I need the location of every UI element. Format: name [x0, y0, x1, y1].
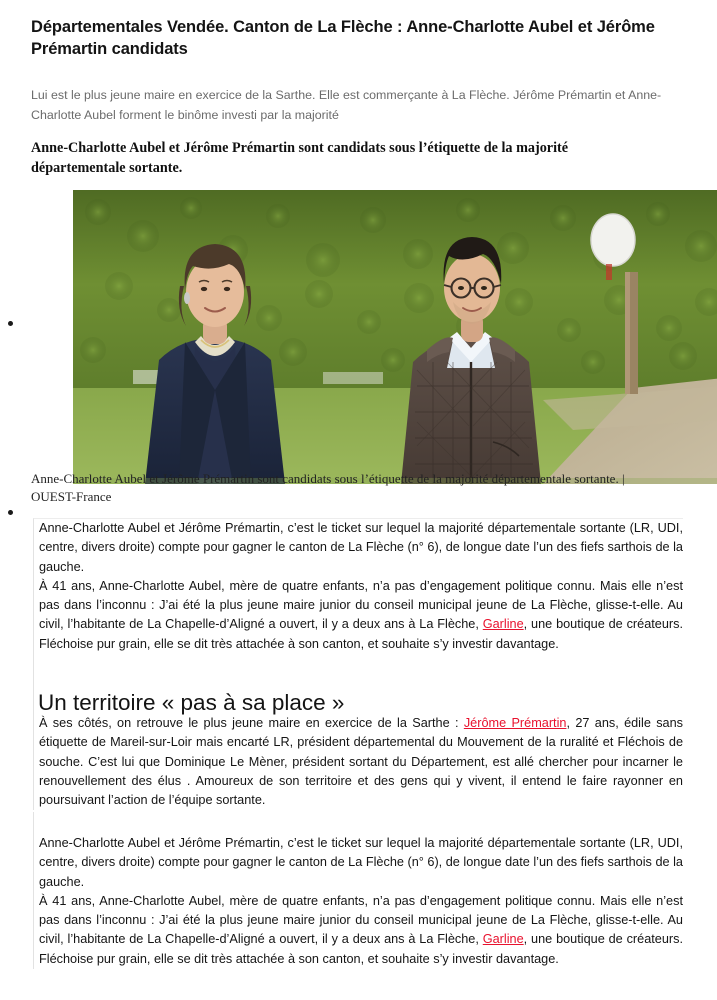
article-lead-paragraph: Anne-Charlotte Aubel et Jérôme Prémartin sont candidats sous l’étiquette de la majorité départementale sortante. — [31, 140, 569, 177]
body-paragraph — [39, 714, 683, 810]
article-body-block-3 — [33, 834, 683, 969]
body-paragraph-text-cont: , une boutique de créateurs. Fléchoise pur grain, elle se dit très attachée à son canton, et souhaite s’y investir davantage. — [39, 617, 684, 651]
photo-caption-text: Anne-Charlotte Aubel et Jérôme Prémartin sont candidats sous l’étiquette de la majorité départementale sortante. — [31, 471, 619, 486]
article-photo — [73, 190, 717, 484]
photo-caption-separator: | — [618, 471, 625, 486]
article-body-block-2 — [33, 714, 683, 810]
list-bullet-marker — [8, 510, 13, 515]
photo-image — [73, 190, 717, 484]
photo-credit: OUEST-France — [31, 488, 112, 504]
body-paragraph: Anne-Charlotte Aubel et Jérôme Prémartin, c’est le ticket sur lequel la majorité départementale sortante (LR, UDI, centre, divers droite) compte pour gagner le canton de La Flèche (n° 6), de longue date l’un des fiefs sarthois de la gauche. — [39, 836, 683, 889]
body-paragraph-text: À 41 ans, Anne-Charlotte Aubel, mère de quatre enfants, n’a pas d’engagement politique connu. Mais elle n’est pas dans l’inconnu : J’ai été la plus jeune maire junior du conseil municipal jeune de La Flèche, glisse-t-elle. Au civil, l’habitante de La Chapelle-d’Aligné a ouvert, il y a deux ans à La Flèche, — [39, 578, 683, 632]
article-body-block-1 — [33, 518, 683, 654]
body-paragraph-text: À 41 ans, Anne-Charlotte Aubel, mère de quatre enfants, n’a pas d’engagement politique connu. Mais elle n’est pas dans l’inconnu : J’ai été la plus jeune maire junior du conseil municipal jeune de La Flèche, glisse-t-elle. Au civil, l’habitante de La Chapelle-d’Aligné a ouvert, il y a deux ans à La Flèche, — [39, 893, 683, 947]
link-garline[interactable]: Garline — [482, 932, 524, 947]
body-paragraph-text: À ses côtés, on retrouve le plus jeune maire en exercice de la Sarthe : — [39, 716, 464, 730]
section-heading: Un territoire « pas à sa place » — [38, 689, 345, 715]
body-paragraph: Anne-Charlotte Aubel et Jérôme Prémartin, c’est le ticket sur lequel la majorité départementale sortante (LR, UDI, centre, divers droite) compte pour gagner le canton de La Flèche (n° 6), de longue date l’un des fiefs sarthois de la gauche. — [39, 521, 683, 574]
body-paragraph-text-cont: , 27 ans, édile sans étiquette de Mareil-sur-Loir mais encarté LR, président départemental du Mouvement de la ruralité et Fléchois de souche. C’est lui que Dominique Le Mèner, président sortant du Département, est allé chercher pour incarner le renouvellement des élus . Amoureux de son territoire et des gens qui y vivent, il entend le faire rayonner en poursuivant l’action de l’équipe sortante. — [39, 716, 684, 808]
article-standfirst: Lui est le plus jeune maire en exercice de la Sarthe. Elle est commerçante à La Flèche. Jérôme Prémartin et Anne-Charlotte Aubel forment le binôme investi par la majorité — [31, 88, 662, 122]
photo-caption — [31, 470, 631, 506]
link-jerome-premartin[interactable]: Jérôme Prémartin — [463, 716, 567, 730]
body-paragraph-text-cont: , une boutique de créateurs. Fléchoise pur grain, elle se dit très attachée à son canton, et souhaite s’y investir davantage. — [39, 932, 684, 966]
body-paragraph — [39, 892, 683, 969]
list-bullet-marker — [8, 321, 13, 326]
body-paragraph — [39, 577, 683, 654]
page-title: Départementales Vendée. Canton de La Flèche : Anne-Charlotte Aubel et Jérôme Prémartin candidats — [31, 18, 655, 58]
link-garline[interactable]: Garline — [482, 617, 524, 632]
